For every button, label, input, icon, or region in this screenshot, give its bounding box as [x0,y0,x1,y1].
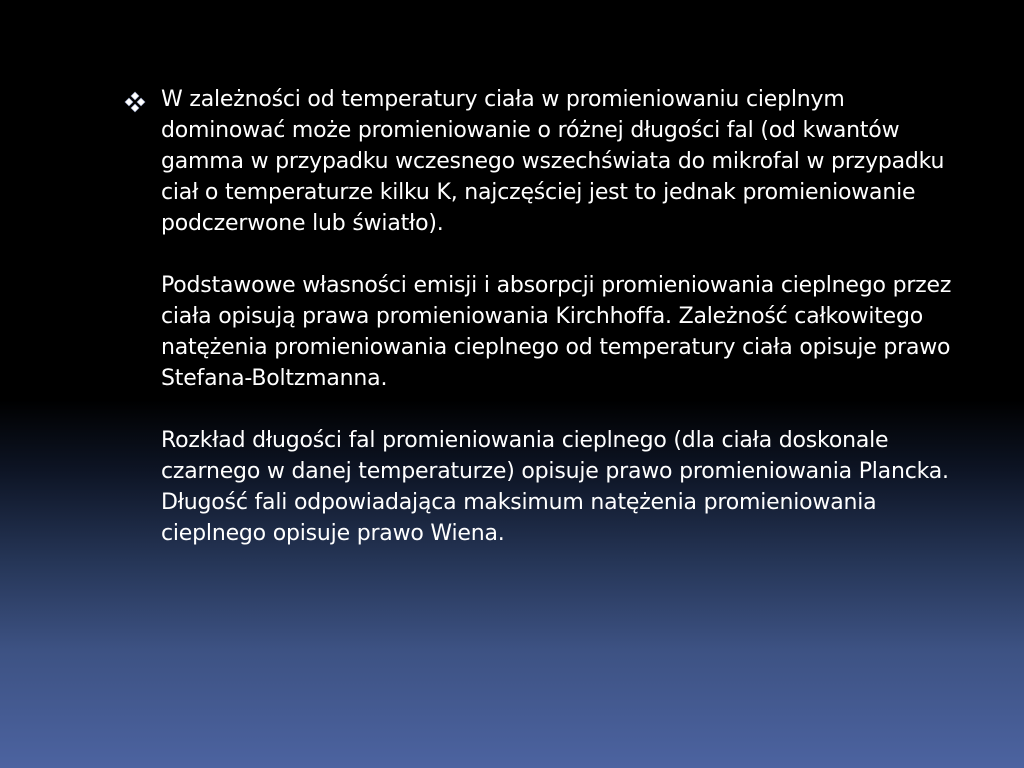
four-diamond-bullet-icon [124,91,146,113]
bullet-text [161,84,964,549]
paragraph-kirchhoff-stefan-boltzmann: Podstawowe własności emisji i absorpcji promieniowania cieplnego przez ciała opisują prawa promieniowania Kirchhoffa. Zależność całkowitego natężenia promieniowania cieplnego od temperatury ciała opisuje prawo Stefana-Boltzmanna. [161,273,952,391]
paragraph-temperature-dependence: W zależności od temperatury ciała w promieniowaniu cieplnym dominować może promieniowanie o różnej długości fal (od kwantów gamma w przypadku wczesnego wszechświata do mikrofal w przypadku ciał o temperaturze kilku K, najczęściej jest to jednak promieniowanie podczerwone lub światło). [161,87,945,236]
bullet-item [124,84,964,549]
slide-content [124,84,964,549]
paragraph-planck-wien: Rozkład długości fal promieniowania cieplnego (dla ciała doskonale czarnego w danej temperaturze) opisuje prawo promieniowania Plancka. Długość fali odpowiadająca maksimum natężenia promieniowania cieplnego opisuje prawo Wiena. [161,428,949,546]
